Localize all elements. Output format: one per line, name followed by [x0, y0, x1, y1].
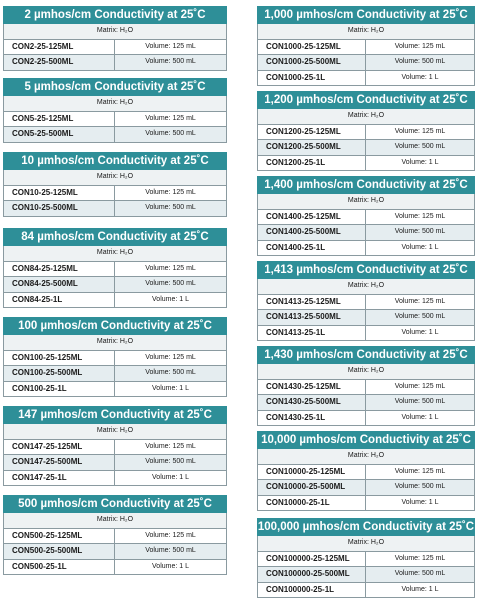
- product-volume: Volume: 500 mL: [145, 547, 196, 554]
- table-row: [4, 381, 226, 397]
- table-row: [4, 454, 226, 470]
- table-row: [258, 325, 474, 341]
- product-code: CON1400-25-500ML: [258, 225, 366, 240]
- table-row: [4, 350, 226, 366]
- matrix-label: Matrix: H₂O: [4, 513, 226, 528]
- product-block: [257, 261, 475, 341]
- product-code: CON1413-25-125ML: [258, 295, 366, 310]
- product-code: CON10-25-125ML: [4, 186, 115, 201]
- product-table: [257, 194, 475, 256]
- matrix-label: Matrix: H₂O: [258, 24, 474, 39]
- table-row: [258, 309, 474, 325]
- product-table: [257, 109, 475, 171]
- matrix-label: Matrix: H₂O: [4, 170, 226, 185]
- product-code: CON5-25-125ML: [4, 112, 115, 127]
- product-code: CON1200-25-125ML: [258, 125, 366, 140]
- product-table: [257, 364, 475, 426]
- block-title: 100 µmhos/cm Conductivity at 25˚C: [3, 317, 227, 335]
- product-volume: Volume: 1 L: [401, 585, 439, 593]
- product-block: [3, 78, 227, 143]
- product-volume: Volume: 500 mL: [145, 280, 196, 287]
- product-volume: Volume: 125 mL: [394, 297, 446, 305]
- table-row: [258, 495, 474, 511]
- matrix-label: Matrix: H₂O: [258, 279, 474, 294]
- product-block: [257, 6, 475, 86]
- table-row: [258, 224, 474, 240]
- table-row: [258, 582, 474, 598]
- product-table: [257, 24, 475, 86]
- table-row: [4, 39, 226, 55]
- product-block: [3, 317, 227, 397]
- product-volume: Volume: 500 mL: [394, 58, 446, 65]
- matrix-label: Matrix: H₂O: [258, 109, 474, 124]
- product-volume: Volume: 125 mL: [145, 188, 196, 196]
- table-row: [258, 70, 474, 86]
- product-volume: Volume: 1 L: [401, 158, 439, 166]
- product-volume: Volume: 500 mL: [145, 204, 196, 211]
- product-code: CON100-25-500ML: [4, 366, 115, 381]
- product-volume: Volume: 125 mL: [394, 127, 446, 135]
- product-code: CON1000-25-1L: [258, 71, 366, 86]
- product-volume: Volume: 125 mL: [145, 353, 196, 361]
- table-row: [258, 139, 474, 155]
- product-volume: Volume: 125 mL: [394, 212, 446, 220]
- product-code: CON10000-25-500ML: [258, 480, 366, 495]
- table-row: [4, 111, 226, 127]
- table-row: [4, 559, 226, 575]
- product-table: [257, 449, 475, 511]
- product-block: [3, 152, 227, 217]
- product-table: [257, 279, 475, 341]
- table-row: [258, 124, 474, 140]
- block-title: 1,430 µmhos/cm Conductivity at 25˚C: [257, 346, 475, 364]
- product-code: CON1200-25-1L: [258, 156, 366, 171]
- product-code: CON100-25-125ML: [4, 351, 115, 366]
- product-code: CON84-25-500ML: [4, 277, 115, 292]
- block-title: 5 µmhos/cm Conductivity at 25˚C: [3, 78, 227, 96]
- table-row: [258, 240, 474, 256]
- block-title: 10,000 µmhos/cm Conductivity at 25˚C: [257, 431, 475, 449]
- table-row: [258, 410, 474, 426]
- product-volume: Volume: 125 mL: [394, 382, 446, 390]
- product-table: [3, 424, 227, 486]
- block-title: 147 µmhos/cm Conductivity at 25˚C: [3, 406, 227, 424]
- product-table: [257, 536, 475, 598]
- product-code: CON10000-25-125ML: [258, 465, 366, 480]
- product-volume: Volume: 1 L: [401, 413, 439, 421]
- table-row: [4, 126, 226, 142]
- product-code: CON1430-25-500ML: [258, 395, 366, 410]
- table-row: [4, 528, 226, 544]
- product-table: [3, 170, 227, 217]
- table-row: [258, 155, 474, 171]
- product-code: CON500-25-1L: [4, 560, 115, 575]
- block-title: 100,000 µmhos/cm Conductivity at 25˚C: [257, 518, 475, 536]
- product-volume: Volume: 500 mL: [394, 313, 446, 320]
- table-row: [4, 470, 226, 486]
- product-code: CON1430-25-125ML: [258, 380, 366, 395]
- table-row: [258, 479, 474, 495]
- product-volume: Volume: 125 mL: [145, 442, 196, 450]
- block-title: 84 µmhos/cm Conductivity at 25˚C: [3, 228, 227, 246]
- product-volume: Volume: 1 L: [401, 243, 439, 251]
- product-table: [3, 24, 227, 71]
- product-code: CON500-25-500ML: [4, 544, 115, 559]
- product-volume: Volume: 125 mL: [145, 531, 196, 539]
- product-volume: Volume: 1 L: [152, 473, 189, 481]
- matrix-label: Matrix: H₂O: [4, 246, 226, 261]
- product-volume: Volume: 500 mL: [145, 458, 196, 465]
- product-volume: Volume: 500 mL: [394, 143, 446, 150]
- product-code: CON1000-25-500ML: [258, 55, 366, 70]
- product-volume: Volume: 500 mL: [145, 130, 196, 137]
- product-block: [257, 431, 475, 511]
- product-table: [3, 335, 227, 397]
- product-block: [257, 346, 475, 426]
- product-table: [3, 513, 227, 575]
- table-row: [258, 566, 474, 582]
- matrix-label: Matrix: H₂O: [4, 24, 226, 39]
- product-volume: Volume: 1 L: [152, 295, 189, 303]
- product-block: [3, 406, 227, 486]
- table-row: [258, 294, 474, 310]
- product-code: CON147-25-125ML: [4, 440, 115, 455]
- product-block: [257, 91, 475, 171]
- product-code: CON5-25-500ML: [4, 127, 115, 142]
- block-title: 1,000 µmhos/cm Conductivity at 25˚C: [257, 6, 475, 24]
- product-code: CON147-25-1L: [4, 471, 115, 486]
- matrix-label: Matrix: H₂O: [258, 194, 474, 209]
- matrix-label: Matrix: H₂O: [258, 536, 474, 551]
- product-code: CON100000-25-500ML: [258, 567, 366, 582]
- product-code: CON100000-25-1L: [258, 583, 366, 598]
- product-code: CON1400-25-1L: [258, 241, 366, 256]
- table-row: [4, 365, 226, 381]
- matrix-label: Matrix: H₂O: [4, 335, 226, 350]
- block-title: 500 µmhos/cm Conductivity at 25˚C: [3, 495, 227, 513]
- product-volume: Volume: 500 mL: [145, 58, 196, 65]
- product-code: CON1413-25-500ML: [258, 310, 366, 325]
- matrix-label: Matrix: H₂O: [258, 449, 474, 464]
- product-block: [257, 518, 475, 598]
- product-volume: Volume: 500 mL: [394, 398, 446, 405]
- product-volume: Volume: 125 mL: [145, 42, 196, 50]
- product-block: [3, 6, 227, 71]
- product-volume: Volume: 500 mL: [394, 570, 446, 577]
- product-volume: Volume: 1 L: [152, 562, 189, 570]
- table-row: [258, 39, 474, 55]
- product-volume: Volume: 125 mL: [145, 114, 196, 122]
- table-row: [4, 261, 226, 277]
- product-code: CON1000-25-125ML: [258, 40, 366, 55]
- table-row: [4, 276, 226, 292]
- product-volume: Volume: 1 L: [401, 73, 439, 81]
- product-volume: Volume: 125 mL: [394, 554, 446, 562]
- product-code: CON100000-25-125ML: [258, 552, 366, 567]
- product-block: [3, 495, 227, 575]
- product-volume: Volume: 500 mL: [145, 369, 196, 376]
- product-volume: Volume: 500 mL: [394, 228, 446, 235]
- product-code: CON147-25-500ML: [4, 455, 115, 470]
- product-code: CON10-25-500ML: [4, 201, 115, 216]
- product-block: [257, 176, 475, 256]
- table-row: [258, 54, 474, 70]
- product-code: CON84-25-125ML: [4, 262, 115, 277]
- block-title: 1,413 µmhos/cm Conductivity at 25˚C: [257, 261, 475, 279]
- table-row: [258, 379, 474, 395]
- table-row: [4, 439, 226, 455]
- matrix-label: Matrix: H₂O: [4, 96, 226, 111]
- product-volume: Volume: 1 L: [401, 328, 439, 336]
- block-title: 2 µmhos/cm Conductivity at 25˚C: [3, 6, 227, 24]
- table-row: [4, 54, 226, 70]
- table-row: [4, 200, 226, 216]
- product-table: [3, 246, 227, 308]
- block-title: 10 µmhos/cm Conductivity at 25˚C: [3, 152, 227, 170]
- product-code: CON1400-25-125ML: [258, 210, 366, 225]
- table-row: [4, 543, 226, 559]
- product-code: CON1413-25-1L: [258, 326, 366, 341]
- product-code: CON84-25-1L: [4, 293, 115, 308]
- product-code: CON10000-25-1L: [258, 496, 366, 511]
- table-row: [258, 394, 474, 410]
- product-code: CON500-25-125ML: [4, 529, 115, 544]
- product-volume: Volume: 1 L: [401, 498, 439, 506]
- matrix-label: Matrix: H₂O: [4, 424, 226, 439]
- product-table: [3, 96, 227, 143]
- product-code: CON1430-25-1L: [258, 411, 366, 426]
- product-block: [3, 228, 227, 308]
- product-volume: Volume: 125 mL: [394, 42, 446, 50]
- table-row: [258, 551, 474, 567]
- block-title: 1,400 µmhos/cm Conductivity at 25˚C: [257, 176, 475, 194]
- product-volume: Volume: 1 L: [152, 384, 189, 392]
- table-row: [4, 185, 226, 201]
- table-row: [4, 292, 226, 308]
- table-row: [258, 209, 474, 225]
- product-volume: Volume: 125 mL: [145, 264, 196, 272]
- product-code: CON2-25-500ML: [4, 55, 115, 70]
- product-code: CON1200-25-500ML: [258, 140, 366, 155]
- product-volume: Volume: 500 mL: [394, 483, 446, 490]
- table-row: [258, 464, 474, 480]
- block-title: 1,200 µmhos/cm Conductivity at 25˚C: [257, 91, 475, 109]
- product-volume: Volume: 125 mL: [394, 467, 446, 475]
- product-code: CON100-25-1L: [4, 382, 115, 397]
- matrix-label: Matrix: H₂O: [258, 364, 474, 379]
- product-code: CON2-25-125ML: [4, 40, 115, 55]
